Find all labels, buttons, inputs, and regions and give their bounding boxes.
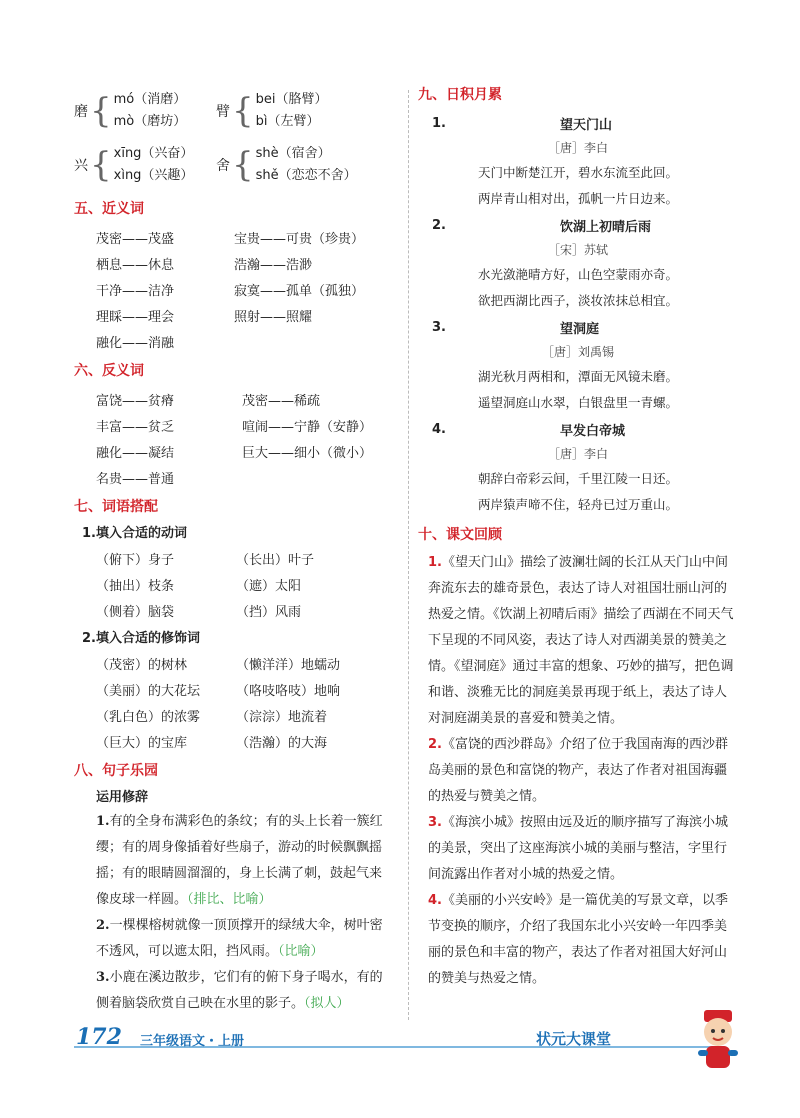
word-pair: 干净——洁净 <box>96 283 175 299</box>
reading: shè（宿舍） <box>255 146 331 161</box>
list-item <box>428 732 734 810</box>
poem-line: 欲把西湖比西子，淡妆浓抹总相宜。 <box>477 293 678 308</box>
word-pair: 茂密——稀疏 <box>242 393 321 409</box>
list-item <box>74 250 404 276</box>
reading: xīng（兴奋） <box>113 146 194 161</box>
brace-icon: { <box>90 91 112 131</box>
phrase: （抽出）枝条 <box>96 578 175 594</box>
section-title-sentences: 八、句子乐园 <box>74 763 158 779</box>
list-item <box>74 545 404 571</box>
section-title-collocation: 七、词语搭配 <box>74 499 158 515</box>
section-title-accumulation: 九、日积月累 <box>418 87 502 103</box>
section-title-review: 十、课文回顾 <box>418 527 502 543</box>
list-item <box>74 702 404 728</box>
phrase: （挡）风雨 <box>236 604 302 620</box>
list-item <box>74 302 404 328</box>
list-item <box>428 810 734 888</box>
phrase: （咯吱咯吱）地响 <box>236 683 341 699</box>
word-pair: 融化——凝结 <box>96 445 175 461</box>
poem-line: 湖光秋月两相和，潭面无风镜未磨。 <box>477 369 678 384</box>
rhetoric-tag: （比喻） <box>278 944 324 959</box>
reading: xìng（兴趣） <box>113 168 194 183</box>
rhetoric-tag: （排比、比喻） <box>187 892 272 907</box>
phrase: （美丽）的大花坛 <box>96 683 201 699</box>
review-list <box>418 550 734 992</box>
list-item <box>96 965 392 1017</box>
rhetoric-tag: （拟人） <box>304 996 350 1011</box>
poem <box>418 416 738 518</box>
poem-heading <box>418 416 738 442</box>
review-text: 《望天门山》描绘了波澜壮阔的长江从天门山中间奔流东去的雄奇景色，表达了诗人对祖国壮丽山河的热爱之情。《饮湖上初晴后雨》描绘了西湖在不同天气下呈现的不同风姿，表达了诗人对西湖美景的赞美之情。《望洞庭》通过丰富的想象、巧妙的描写，把色调和谐、淡雅无比的洞庭美景再现于纸上，表达了诗人对洞庭湖美景的喜爱和赞美之情。 <box>428 555 734 726</box>
list-item <box>96 913 392 965</box>
list-item <box>74 676 404 702</box>
page-number: 172 <box>76 1024 122 1050</box>
item-number: 2. <box>428 737 442 752</box>
poem <box>418 212 738 314</box>
column-divider <box>408 90 409 1020</box>
item-number: 3. <box>428 815 442 830</box>
polyphone-char: 臂 <box>216 104 230 120</box>
word-pair: 理睬——理会 <box>96 309 175 325</box>
item-number: 4. <box>428 893 442 908</box>
list-item <box>74 650 404 676</box>
poem-line: 遥望洞庭山水翠，白银盘里一青螺。 <box>477 395 678 410</box>
review-text: 《海滨小城》按照由远及近的顺序描写了海滨小城的美景，突出了这座海滨小城的美丽与整洁，字里行间流露出作者对小城的热爱之情。 <box>428 815 728 882</box>
brace-icon: { <box>90 145 112 185</box>
polyphone-char: 磨 <box>74 104 88 120</box>
phrase: （遮）太阳 <box>236 578 302 594</box>
antonym-list <box>74 386 404 490</box>
item-number: 3. <box>96 970 110 985</box>
sentence-text: 一棵棵榕树就像一顶顶撑开的绿绒大伞，树叶密不透风，可以遮太阳，挡风雨。 <box>96 918 383 959</box>
word-pair: 巨大——细小（微小） <box>242 445 373 461</box>
list-item <box>74 438 404 464</box>
subheading-rhetoric: 运用修辞 <box>96 790 149 805</box>
word-pair: 丰富——贫乏 <box>96 419 175 435</box>
poem-title: 早发白帝城 <box>560 423 626 439</box>
review-text: 《富饶的西沙群岛》介绍了位于我国南海的西沙群岛美丽的景色和富饶的物产，表达了作者对祖国海疆的热爱与赞美之情。 <box>428 737 728 804</box>
polyphone <box>74 84 202 138</box>
reading: mò（磨坊） <box>113 114 187 129</box>
list-item <box>74 597 404 623</box>
mascot-icon <box>690 1006 746 1076</box>
brace-icon: { <box>232 91 254 131</box>
poem-author: ［唐］刘禹锡 <box>541 345 614 359</box>
poem-heading <box>418 212 738 238</box>
list-item <box>74 328 404 354</box>
word-pair: 寂寞——孤单（孤独） <box>234 283 365 299</box>
poem-author: ［唐］李白 <box>547 141 608 155</box>
word-pair: 栖息——休息 <box>96 257 175 273</box>
list-item <box>74 464 404 490</box>
poem-line: 两岸青山相对出，孤帆一片日边来。 <box>477 191 678 206</box>
list-item <box>96 809 392 913</box>
phrase: （俯下）身子 <box>96 552 175 568</box>
brace-icon: { <box>232 145 254 185</box>
item-number: 2. <box>96 918 110 933</box>
phrase: （淙淙）地流着 <box>236 709 328 725</box>
subheading-modifiers: 2.填入合适的修饰词 <box>82 631 200 646</box>
poem-title: 饮湖上初晴后雨 <box>560 219 652 235</box>
section-title-antonyms: 六、反义词 <box>74 363 144 379</box>
phrase: （懒洋洋）地蠕动 <box>236 657 341 673</box>
brand-label: 状元大课堂 <box>536 1030 612 1048</box>
list-item <box>74 728 404 754</box>
poem-line: 朝辞白帝彩云间，千里江陵一日还。 <box>477 471 678 486</box>
list-item <box>74 276 404 302</box>
polyphone <box>216 84 386 138</box>
right-column <box>418 84 738 992</box>
review-text: 《美丽的小兴安岭》是一篇优美的写景文章，以季节变换的顺序，介绍了我国东北小兴安岭一年四季美丽的景色和丰富的物产，表达了作者对祖国大好河山的赞美与热爱之情。 <box>428 893 728 986</box>
item-number: 1. <box>96 814 110 829</box>
phrase: （浩瀚）的大海 <box>236 735 328 751</box>
poem-number: 3. <box>432 319 446 335</box>
poem-heading <box>418 314 738 340</box>
list-item <box>74 571 404 597</box>
left-column <box>74 84 404 1017</box>
poem <box>418 314 738 416</box>
polyphone-char: 兴 <box>74 158 88 174</box>
phrase: （侧着）脑袋 <box>96 604 175 620</box>
phrase: （乳白色）的浓雾 <box>96 709 201 725</box>
phrase: （长出）叶子 <box>236 552 315 568</box>
phrase: （茂密）的树林 <box>96 657 188 673</box>
list-item <box>428 550 734 732</box>
subheading-verbs: 1.填入合适的动词 <box>82 526 187 541</box>
reading: shě（恋恋不舍） <box>255 168 357 183</box>
word-pair: 照射——照耀 <box>234 309 313 325</box>
poem-heading <box>418 110 738 136</box>
reading: bì（左臂） <box>255 114 320 129</box>
poem-line: 两岸猿声啼不住，轻舟已过万重山。 <box>477 497 678 512</box>
reading: bei（胳臂） <box>255 92 328 107</box>
poem <box>418 110 738 212</box>
poem-line: 水光潋滟晴方好，山色空蒙雨亦奇。 <box>477 267 678 282</box>
poem-number: 4. <box>432 421 446 437</box>
word-pair: 名贵——普通 <box>96 471 175 487</box>
polyphone <box>216 138 386 192</box>
list-item <box>428 888 734 992</box>
poem-author: ［宋］苏轼 <box>547 243 608 257</box>
polyphone-row-2 <box>74 138 404 192</box>
word-pair: 融化——消融 <box>96 335 175 351</box>
poem-author: ［唐］李白 <box>547 447 608 461</box>
reading: mó（消磨） <box>113 92 187 107</box>
synonym-list <box>74 224 404 354</box>
section-title-synonyms: 五、近义词 <box>74 201 144 217</box>
polyphone <box>74 138 202 192</box>
word-pair: 浩瀚——浩渺 <box>234 257 313 273</box>
phrase: （巨大）的宝库 <box>96 735 188 751</box>
sentence-text: 小鹿在溪边散步，它们有的俯下身子喝水，有的侧着脑袋欣赏自己映在水里的影子。 <box>96 970 383 1011</box>
item-number: 1. <box>428 555 442 570</box>
grade-label: 三年级语文・上册 <box>140 1034 245 1049</box>
polyphone-char: 舍 <box>216 158 230 174</box>
poem-line: 天门中断楚江开，碧水东流至此回。 <box>477 165 678 180</box>
list-item <box>74 412 404 438</box>
poem-number: 2. <box>432 217 446 233</box>
list-item <box>74 386 404 412</box>
list-item <box>74 224 404 250</box>
poem-title: 望洞庭 <box>560 321 600 337</box>
poem-number: 1. <box>432 115 446 131</box>
word-pair: 富饶——贫瘠 <box>96 393 175 409</box>
word-pair: 宝贵——可贵（珍贵） <box>234 231 365 247</box>
word-pair: 喧闹——宁静（安静） <box>242 419 373 435</box>
word-pair: 茂密——茂盛 <box>96 231 175 247</box>
sentence-list <box>74 809 392 1017</box>
sentence-text: 有的全身布满彩色的条纹；有的头上长着一簇红缨；有的周身像插着好些扇子，游动的时候飘飘摇摇；有的眼睛圆溜溜的，身上长满了刺，鼓起气来像皮球一样圆。 <box>96 814 383 907</box>
polyphone-row-1 <box>74 84 404 138</box>
poem-title: 望天门山 <box>560 117 613 133</box>
